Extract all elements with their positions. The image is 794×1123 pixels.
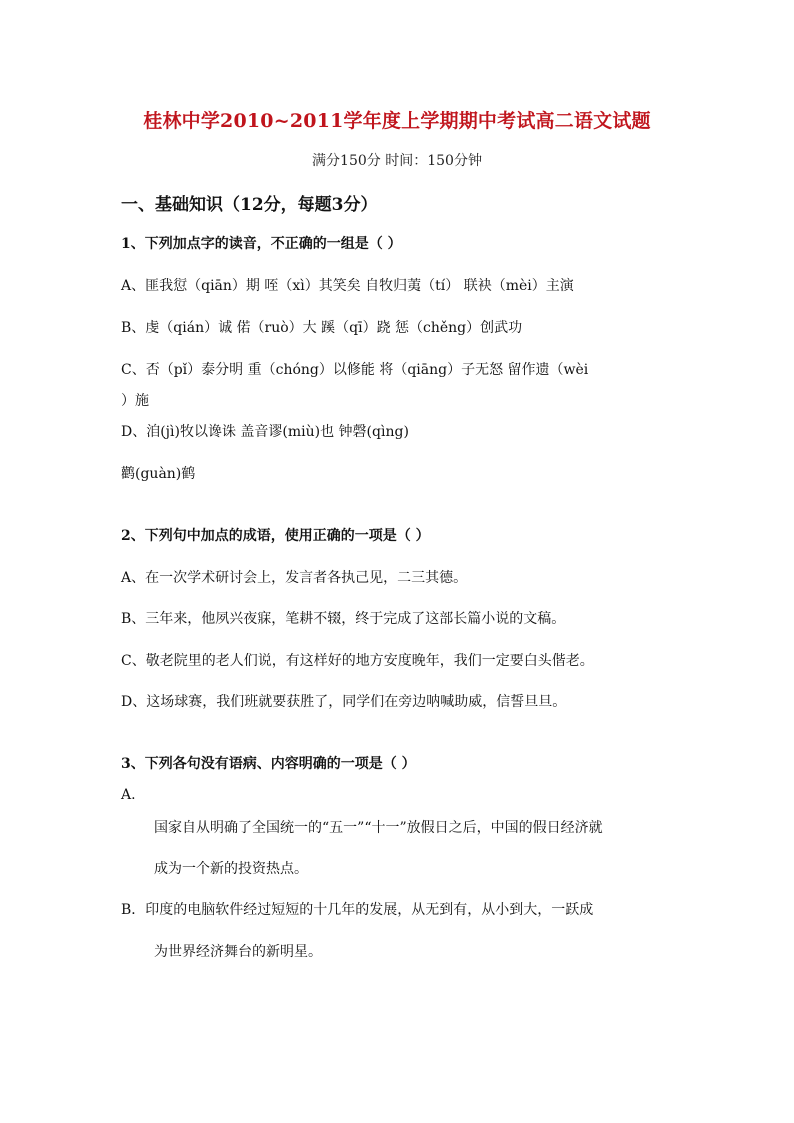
question-1-option-d: D、洎(jì)牧以谗诛 盖音谬(miù)也 钟磬(qìng) — [121, 424, 409, 440]
question-2-option-b: B、三年来，他夙兴夜寐，笔耕不辍，终于完成了这部长篇小说的文稿。 — [121, 611, 566, 627]
question-2-stem: 2、下列句中加点的成语，使用正确的一项是（ ） — [121, 528, 430, 544]
section-heading-basics: 一、基础知识（12分，每题3分） — [121, 195, 378, 215]
question-1-option-d-continued: 鹳(guàn)鹤 — [121, 466, 196, 482]
question-1-option-c: C、否（pǐ）泰分明 重（chóng）以修能 将（qiāng）子无怒 留作遗（wèi — [121, 362, 589, 378]
question-3-option-b-continued: 为世界经济舞台的新明星。 — [154, 944, 322, 960]
exam-subtitle: 满分150分 时间：150分钟 — [312, 153, 482, 169]
question-1-option-b: B、虔（qián）诚 偌（ruò）大 蹊（qī）跷 惩（chěng）创武功 — [121, 320, 523, 336]
question-3-stem: 3、下列各句没有语病、内容明确的一项是（ ） — [121, 756, 416, 772]
question-3-option-a-continued: 成为一个新的投资热点。 — [154, 861, 308, 877]
question-3-option-b: B．印度的电脑软件经过短短的十几年的发展，从无到有，从小到大，一跃成 — [121, 902, 594, 918]
question-1-stem: 1、下列加点字的读音，不正确的一组是（ ） — [121, 236, 402, 252]
question-3-option-a: 国家自从明确了全国统一的“五一”“十一”放假日之后，中国的假日经济就 — [154, 820, 603, 836]
exam-title: 桂林中学2010~2011学年度上学期期中考试高二语文试题 — [143, 110, 651, 132]
question-2-option-c: C、敬老院里的老人们说，有这样好的地方安度晚年，我们一定要白头偕老。 — [121, 653, 594, 669]
question-2-option-d: D、这场球赛，我们班就要获胜了，同学们在旁边呐喊助威，信誓旦旦。 — [121, 694, 567, 710]
question-1-option-c-continued: ）施 — [121, 393, 149, 409]
question-2-option-a: A、在一次学术研讨会上，发言者各执己见，二三其德。 — [121, 570, 468, 586]
question-1-option-a: A、匪我愆（qiān）期 咥（xì）其笑矣 自牧归荑（tí） 联袂（mèi）主演 — [121, 278, 574, 294]
question-3-option-a-label: A. — [121, 787, 136, 803]
